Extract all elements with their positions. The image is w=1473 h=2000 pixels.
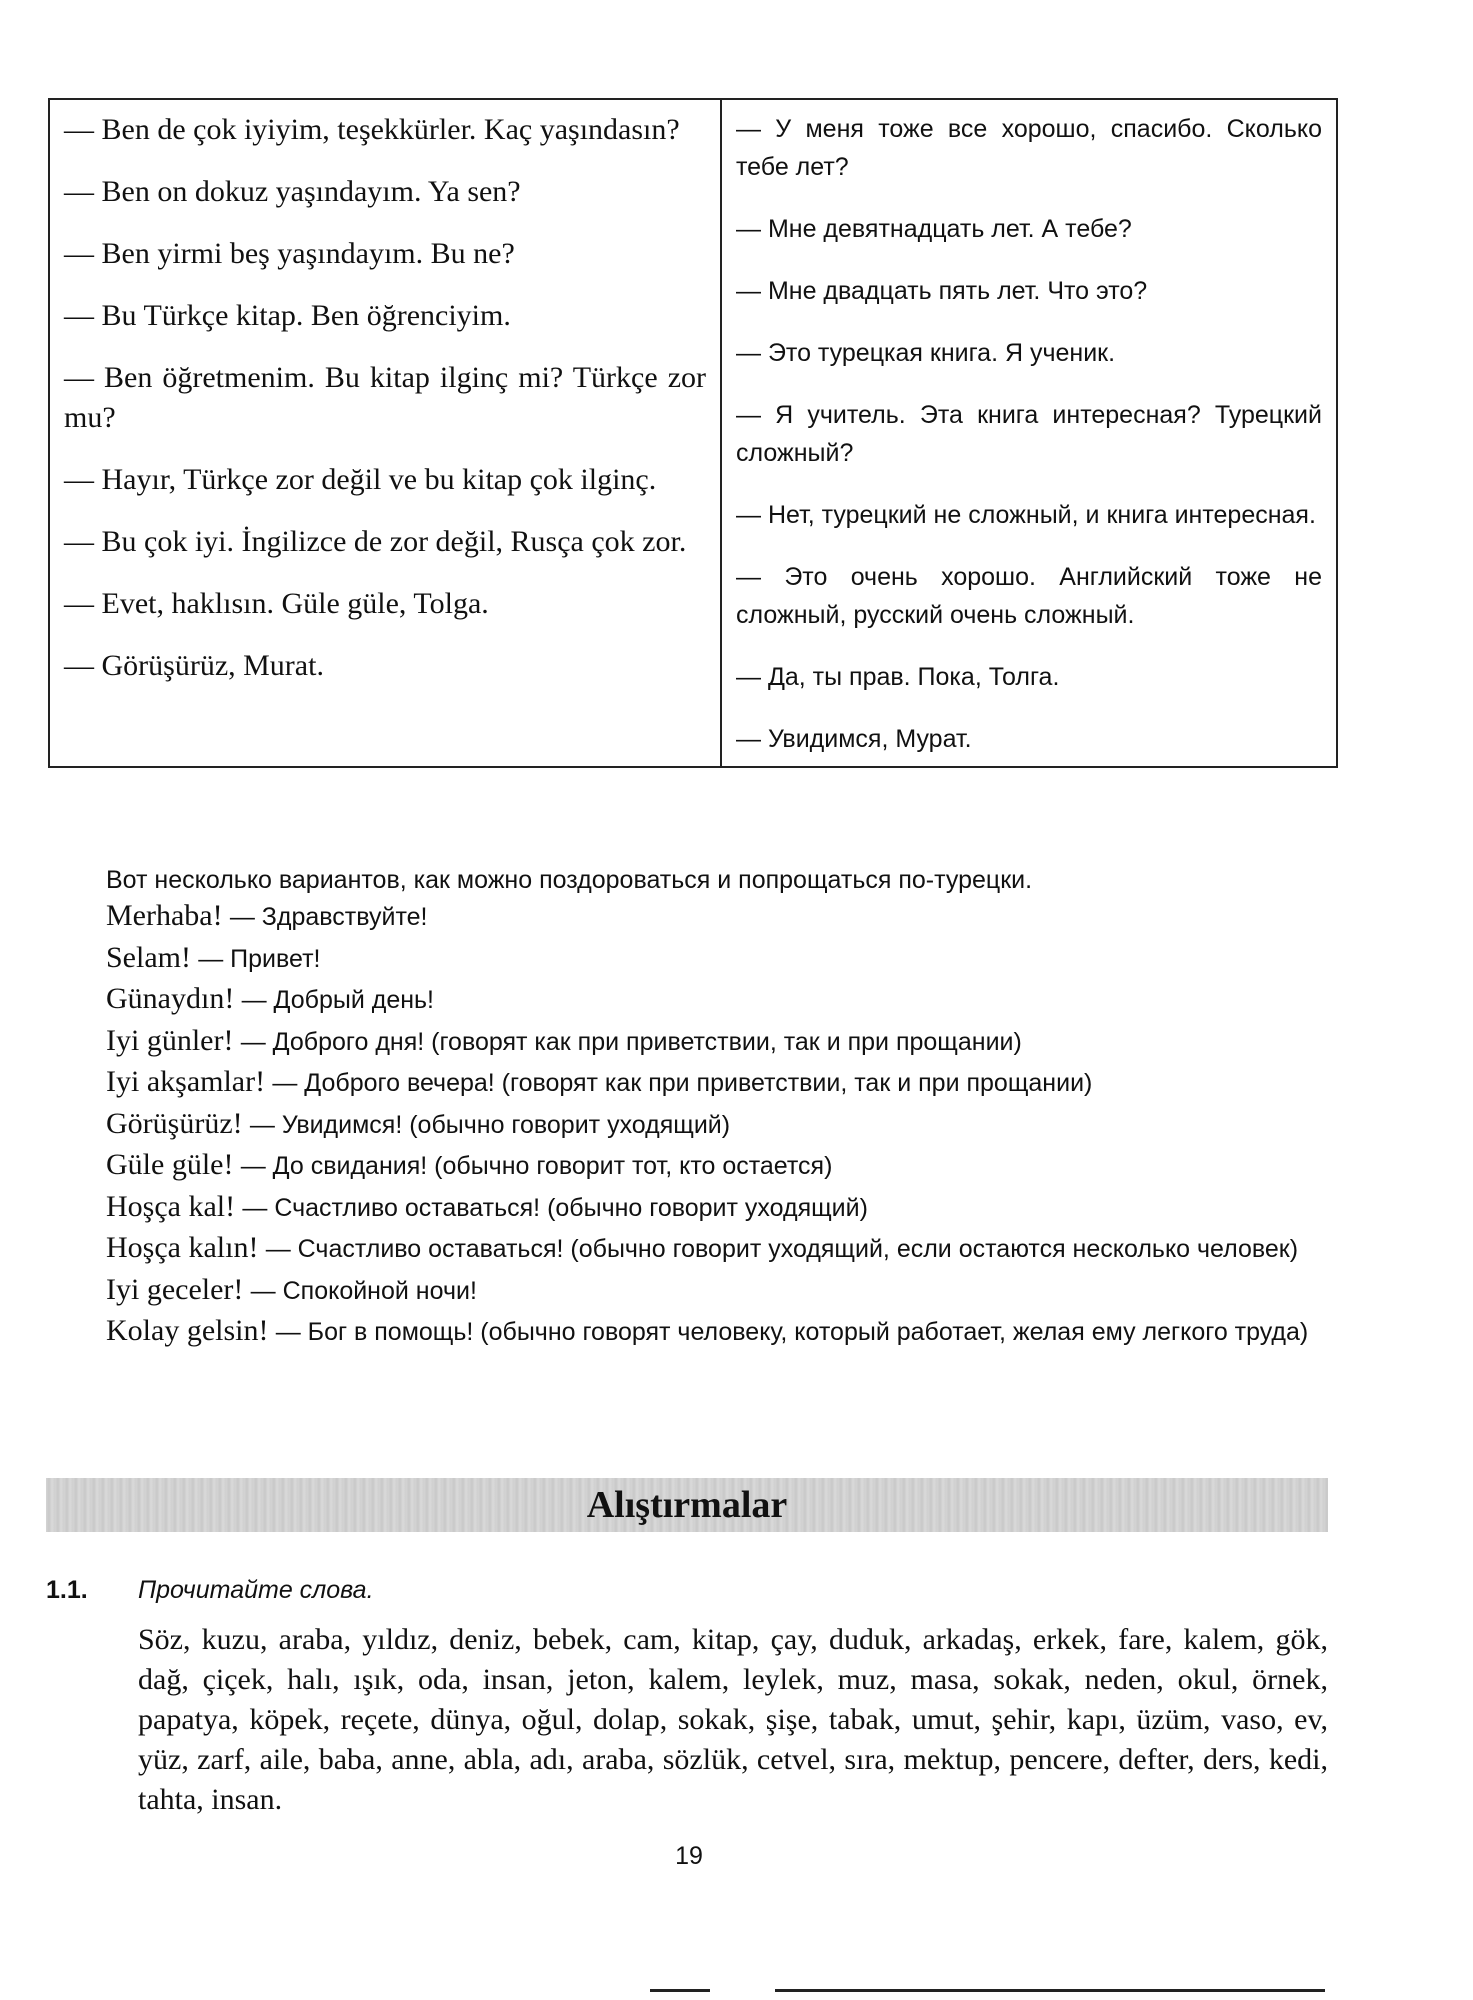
greeting-item [48, 1187, 1338, 1229]
greeting-russian: — Привет! [198, 944, 321, 973]
dialog-line-ru: — У меня тоже все хорошо, спасибо. Сколько тебе лет? [736, 115, 1322, 181]
dialog-russian-column [721, 99, 1337, 767]
greeting-turkish: Iyi geceler! [106, 1272, 244, 1306]
greetings-list [48, 896, 1338, 1353]
dialog-line-tr: — Bu Türkçe kitap. Ben öğrenciyim. [64, 299, 511, 332]
dialog-line-ru: — Это турецкая книга. Я ученик. [736, 339, 1116, 367]
footer-rule-short [650, 1989, 710, 1992]
dialog-line-tr: — Ben yirmi beş yaşındayım. Bu ne? [64, 237, 515, 270]
greeting-item [48, 979, 1338, 1021]
section-heading-band [46, 1478, 1328, 1532]
greetings-intro: Вот несколько вариантов, как можно поздороваться и попрощаться по-турецки. [106, 866, 1033, 894]
dialog-line-ru: — Нет, турецкий не сложный, и книга интересная. [736, 501, 1316, 529]
greeting-turkish: Günaydın! [106, 982, 235, 1015]
greeting-turkish: Hoşça kalın! [106, 1231, 259, 1264]
exercise-task: Прочитайте слова. [138, 1576, 374, 1604]
greeting-turkish: Kolay gelsin! [106, 1314, 269, 1347]
dialog-line-ru: — Я учитель. Эта книга интересная? Турецкий сложный? [736, 401, 1322, 467]
exercise-word-list: Söz, kuzu, araba, yıldız, deniz, bebek, cam, kitap, çay, duduk, arkadaş, erkek, fare, kalem, gök, dağ, çiçek, halı, ışık, oda, insan, jeton, kalem, leylek, muz, masa, sokak, neden, okul, örnek, papatya, köpek, reçete, dünya, oğul, dolap, sokak, şişe, tabak, umut, şehir, kapı, üzüm, vaso, ev, yüz, zarf, aile, baba, anne, abla, adı, araba, sözlük, cetvel, sıra, mektup, pencere, defter, ders, kedi, tahta, insan. [138, 1623, 1328, 1816]
greeting-russian: — Доброго дня! (говорят как при приветствии, так и при прощании) [240, 1027, 1022, 1056]
greeting-turkish: Görüşürüz! [106, 1106, 243, 1140]
dialog-line-ru: — Да, ты прав. Пока, Толга. [736, 663, 1060, 691]
greeting-item [48, 1270, 1338, 1312]
dialog-table [48, 98, 1338, 768]
greeting-turkish: Merhaba! [106, 899, 223, 932]
greeting-turkish: Güle güle! [106, 1148, 234, 1181]
greeting-item [48, 1145, 1338, 1187]
dialog-line-tr: — Bu çok iyi. İngilizce de zor değil, Rusça çok zor. [64, 525, 687, 558]
dialog-line-tr: — Evet, haklısın. Güle güle, Tolga. [64, 587, 489, 620]
greeting-item [48, 1062, 1338, 1104]
greeting-turkish: Selam! [106, 940, 191, 974]
dialog-line-ru: — Мне двадцать пять лет. Что это? [736, 277, 1148, 305]
greeting-item [48, 896, 1338, 938]
dialog-line-tr: — Ben öğretmenim. Bu kitap ilginç mi? Türkçe zor mu? [64, 361, 706, 434]
greeting-item [48, 1021, 1338, 1063]
greeting-russian: — Здравствуйте! [229, 903, 428, 931]
greeting-item [48, 1228, 1338, 1270]
dialog-turkish-column [49, 99, 721, 767]
greeting-item [48, 1104, 1338, 1146]
dialog-line-tr: — Ben de çok iyiyim, teşekkürler. Kaç yaşındasın? [64, 113, 680, 146]
dialog-line-ru: — Увидимся, Мурат. [736, 725, 972, 753]
greeting-russian: — Счастливо оставаться! (обычно говорит уходящий, если остаются несколько человек) [265, 1235, 1299, 1263]
dialog-line-tr: — Ben on dokuz yaşındayım. Ya sen? [64, 175, 521, 208]
greeting-russian: — Бог в помощь! (обычно говорят человеку, который работает, желая ему легкого труда) [275, 1318, 1309, 1346]
dialog-line-tr: — Görüşürüz, Murat. [64, 649, 324, 682]
greeting-turkish: Iyi günler! [106, 1023, 234, 1057]
page-number: 19 [675, 1842, 703, 1870]
greeting-russian: — Увидимся! (обычно говорит уходящий) [249, 1110, 731, 1139]
greeting-russian: — Спокойной ночи! [250, 1276, 477, 1305]
dialog-line-ru: — Мне девятнадцать лет. А тебе? [736, 215, 1132, 243]
greeting-item [48, 1311, 1338, 1353]
dialog-line-ru: — Это очень хорошо. Английский тоже не сложный, русский очень сложный. [736, 563, 1322, 629]
greeting-turkish: Hoşça kal! [106, 1189, 236, 1223]
greeting-item [48, 938, 1338, 980]
exercise-number: 1.1. [46, 1576, 88, 1604]
greeting-russian: — Доброго вечера! (говорят как при приветствии, так и при прощании) [272, 1069, 1093, 1097]
section-title: Alıştırmalar [586, 1484, 788, 1526]
greeting-russian: — Счастливо оставаться! (обычно говорит уходящий) [242, 1193, 868, 1222]
greeting-russian: — Добрый день! [241, 986, 434, 1014]
footer-rule-long [775, 1989, 1325, 1992]
greeting-turkish: Iyi akşamlar! [106, 1065, 266, 1098]
dialog-line-tr: — Hayır, Türkçe zor değil ve bu kitap çok ilginç. [64, 463, 657, 496]
greeting-russian: — До свидания! (обычно говорит тот, кто остается) [240, 1152, 833, 1180]
